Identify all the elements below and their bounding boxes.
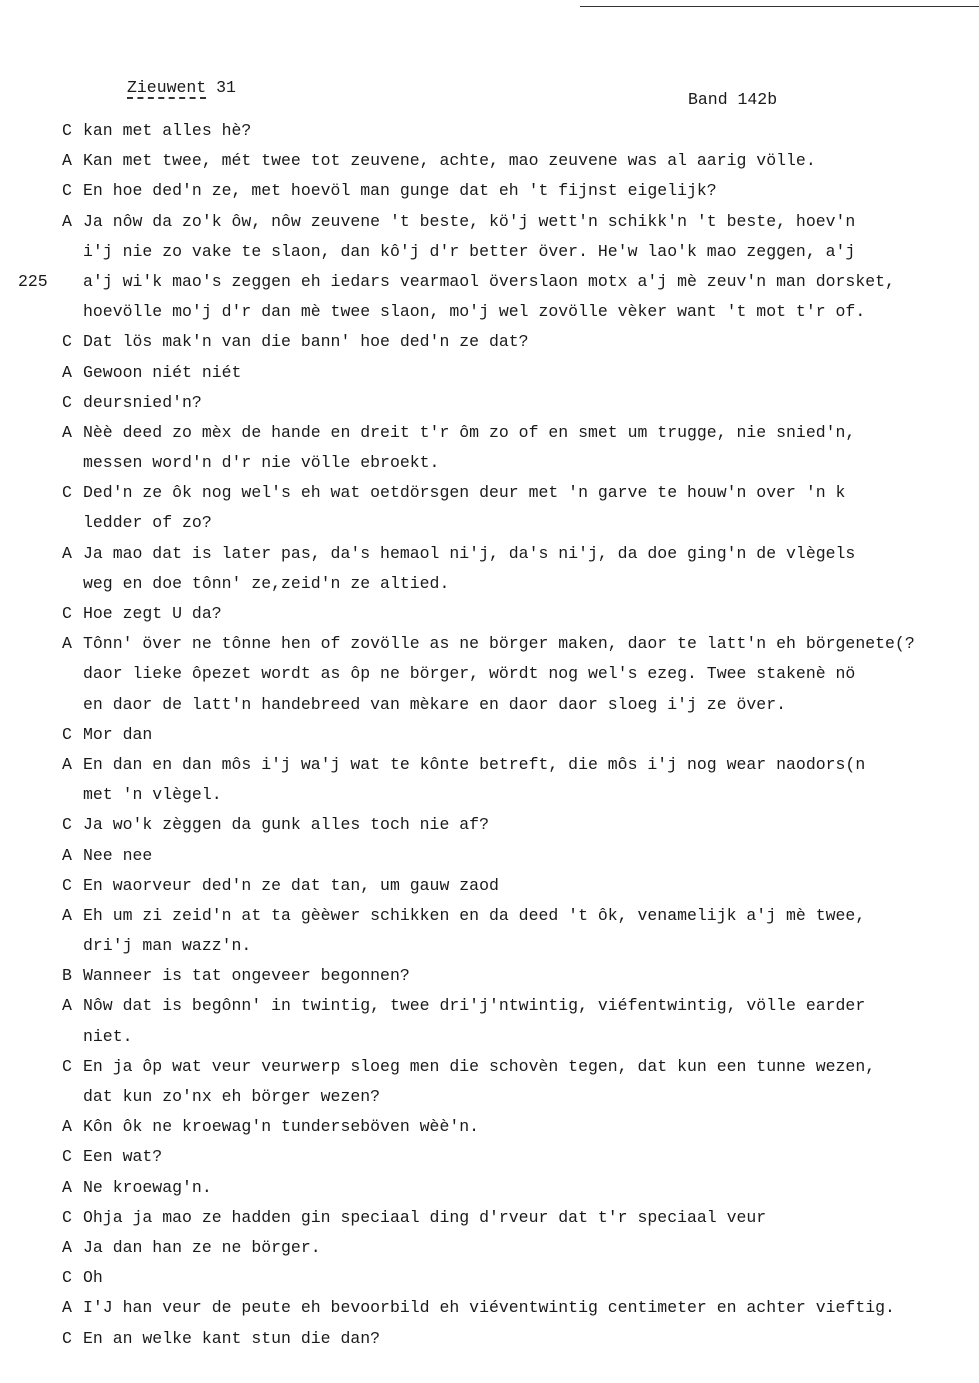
- transcript-line: [0, 116, 979, 146]
- transcript-line: [0, 388, 979, 418]
- transcript-line: [0, 1112, 979, 1142]
- transcript-line: [0, 297, 979, 327]
- line-text: En waorveur ded'n ze dat tan, um gauw zaod: [83, 875, 499, 895]
- transcript-line: [0, 690, 979, 720]
- speaker-label: A: [62, 422, 72, 442]
- transcript-line: [0, 539, 979, 569]
- line-text: Oh: [83, 1268, 103, 1288]
- speaker-label: C: [62, 815, 72, 835]
- transcript-line: [0, 1324, 979, 1354]
- transcript-line: [0, 327, 979, 357]
- transcript-line: [0, 1022, 979, 1052]
- transcript: [0, 116, 979, 1354]
- speaker-label: C: [62, 1268, 72, 1288]
- line-text: Ja wo'k zèggen da gunk alles toch nie af?: [83, 815, 489, 835]
- transcript-line: [0, 1082, 979, 1112]
- transcript-line: [0, 720, 979, 750]
- page-header-place: [127, 78, 236, 98]
- transcript-line: [0, 901, 979, 931]
- transcript-line: [0, 780, 979, 810]
- speaker-label: C: [62, 1056, 72, 1076]
- line-text: dri'j man wazz'n.: [83, 936, 252, 956]
- band-label: Band 142b: [688, 90, 778, 109]
- transcript-line: [0, 1173, 979, 1203]
- speaker-label: A: [62, 845, 72, 865]
- speaker-label: C: [62, 121, 72, 140]
- speaker-label: C: [62, 392, 72, 412]
- line-text: Ja mao dat is later pas, da's hemaol ni'j, da's ni'j, da doe ging'n de vlègels: [83, 543, 856, 563]
- line-text: hoevölle mo'j d'r dan mè twee slaon, mo'j wel zovölle vèker want 't mot t'r of.: [83, 302, 866, 322]
- speaker-label: A: [62, 1177, 72, 1197]
- transcript-line: [0, 1293, 979, 1323]
- line-text: Eh um zi zeid'n at ta gèèwer schikken en da deed 't ôk, venamelijk a'j mè twee,: [83, 905, 866, 925]
- line-text: Tônn' över ne tônne hen of zovölle as ne börger maken, daor te latt'n eh börgenete(?: [83, 634, 915, 654]
- speaker-label: C: [62, 1147, 72, 1167]
- transcript-line: [0, 1142, 979, 1172]
- speaker-label: B: [62, 966, 72, 986]
- speaker-label: A: [62, 1117, 72, 1137]
- speaker-label: A: [62, 1237, 72, 1257]
- transcript-line: [0, 1052, 979, 1082]
- line-text: daor lieke ôpezet wordt as ôp ne börger, wördt nog wel's ezeg. Twee stakenè nö: [83, 664, 856, 684]
- transcript-line: [0, 961, 979, 991]
- line-text: Een wat?: [83, 1147, 163, 1167]
- speaker-label: A: [62, 543, 72, 563]
- line-text: deursnied'n?: [83, 392, 202, 412]
- line-text: niet.: [83, 1026, 133, 1046]
- speaker-label: A: [62, 362, 72, 382]
- transcript-line: [0, 750, 979, 780]
- line-text: a'j wi'k mao's zeggen eh iedars vearmaol överslaon motx a'j mè zeuv'n man dorsket,: [83, 271, 895, 291]
- line-text: dat kun zo'nx eh börger wezen?: [83, 1087, 381, 1106]
- transcript-line: [0, 569, 979, 599]
- transcript-line: [0, 931, 979, 961]
- place-name: Zieuwent: [127, 78, 207, 97]
- transcript-line: [0, 146, 979, 176]
- speaker-label: A: [62, 754, 72, 774]
- line-text: Kan met twee, mét twee tot zeuvene, achte, mao zeuvene was al aarig völle.: [83, 151, 816, 171]
- transcript-line: [0, 629, 979, 659]
- speaker-label: C: [62, 1207, 72, 1227]
- transcript-line: [0, 871, 979, 901]
- speaker-label: A: [62, 211, 72, 231]
- speaker-label: A: [62, 151, 72, 171]
- line-text: Wanneer is tat ongeveer begonnen?: [83, 966, 410, 986]
- speaker-label: C: [62, 483, 72, 503]
- transcript-line: [0, 267, 979, 297]
- line-text: kan met alles hè?: [83, 121, 252, 140]
- line-text: Nèè deed zo mèx de hande en dreit t'r ôm zo of en smet um trugge, nie snied'n,: [83, 422, 856, 442]
- top-rule: [580, 6, 979, 7]
- transcript-line: [0, 176, 979, 206]
- speaker-label: C: [62, 724, 72, 744]
- speaker-label: A: [62, 905, 72, 925]
- transcript-line: [0, 508, 979, 538]
- line-text: Dat lös mak'n van die bann' hoe ded'n ze dat?: [83, 332, 529, 352]
- line-text: En ja ôp wat veur veurwerp sloeg men die schovèn tegen, dat kun een tunne wezen,: [83, 1056, 876, 1076]
- line-text: messen word'n d'r nie völle ebroekt.: [83, 453, 440, 473]
- speaker-label: C: [62, 1328, 72, 1348]
- line-text: Ded'n ze ôk nog wel's eh wat oetdörsgen deur met 'n garve te houw'n over 'n k: [83, 483, 846, 503]
- line-text: En an welke kant stun die dan?: [83, 1328, 381, 1348]
- line-text: Ohja ja mao ze hadden gin speciaal ding d'rveur dat t'r speciaal veur: [83, 1207, 767, 1227]
- transcript-line: [0, 207, 979, 237]
- line-text: ledder of zo?: [83, 513, 212, 533]
- line-text: en daor de latt'n handebreed van mèkare en daor daor sloeg i'j ze över.: [83, 694, 787, 714]
- line-text: i'j nie zo vake te slaon, dan kô'j d'r better över. He'w lao'k mao zeggen, a'j: [83, 241, 856, 261]
- line-text: Mor dan: [83, 724, 153, 744]
- speaker-label: A: [62, 1298, 72, 1318]
- transcript-line: [0, 1263, 979, 1293]
- transcript-line: [0, 841, 979, 871]
- speaker-label: A: [62, 634, 72, 654]
- line-text: En hoe ded'n ze, met hoevöl man gunge dat eh 't fijnst eigelijk?: [83, 181, 717, 201]
- speaker-label: C: [62, 604, 72, 623]
- line-text: weg en doe tônn' ze,zeid'n ze altied.: [83, 573, 450, 593]
- line-text: met 'n vlègel.: [83, 785, 222, 805]
- line-text: Nee nee: [83, 845, 153, 865]
- transcript-line: [0, 659, 979, 689]
- transcript-line: [0, 418, 979, 448]
- speaker-label: C: [62, 181, 72, 201]
- speaker-label: C: [62, 875, 72, 895]
- transcript-line: [0, 599, 979, 629]
- line-text: Gewoon niét niét: [83, 362, 242, 382]
- margin-line-number: 225: [18, 271, 48, 291]
- transcript-line: [0, 1233, 979, 1263]
- line-text: I'J han veur de peute eh bevoorbild eh viéventwintig centimeter en achter vieftig.: [83, 1298, 895, 1318]
- speaker-label: C: [62, 332, 72, 352]
- line-text: Ja dan han ze ne börger.: [83, 1237, 321, 1257]
- transcript-line: [0, 448, 979, 478]
- transcript-line: [0, 810, 979, 840]
- line-text: Hoe zegt U da?: [83, 604, 222, 623]
- transcript-line: [0, 1203, 979, 1233]
- transcript-line: [0, 358, 979, 388]
- line-text: Kôn ôk ne kroewag'n tunderseböven wèè'n.: [83, 1117, 480, 1137]
- transcript-line: [0, 478, 979, 508]
- transcript-line: [0, 991, 979, 1021]
- line-text: Ja nôw da zo'k ôw, nôw zeuvene 't beste, kö'j wett'n schikk'n 't beste, hoev'n: [83, 211, 856, 231]
- transcript-line: [0, 237, 979, 267]
- line-text: En dan en dan môs i'j wa'j wat te kônte betreft, die môs i'j nog wear naodors(n: [83, 754, 866, 774]
- line-text: Ne kroewag'n.: [83, 1177, 212, 1197]
- line-text: Nôw dat is begônn' in twintig, twee dri'j'ntwintig, viéfentwintig, völle earder: [83, 996, 866, 1016]
- speaker-label: A: [62, 996, 72, 1016]
- page-number: 31: [216, 78, 236, 97]
